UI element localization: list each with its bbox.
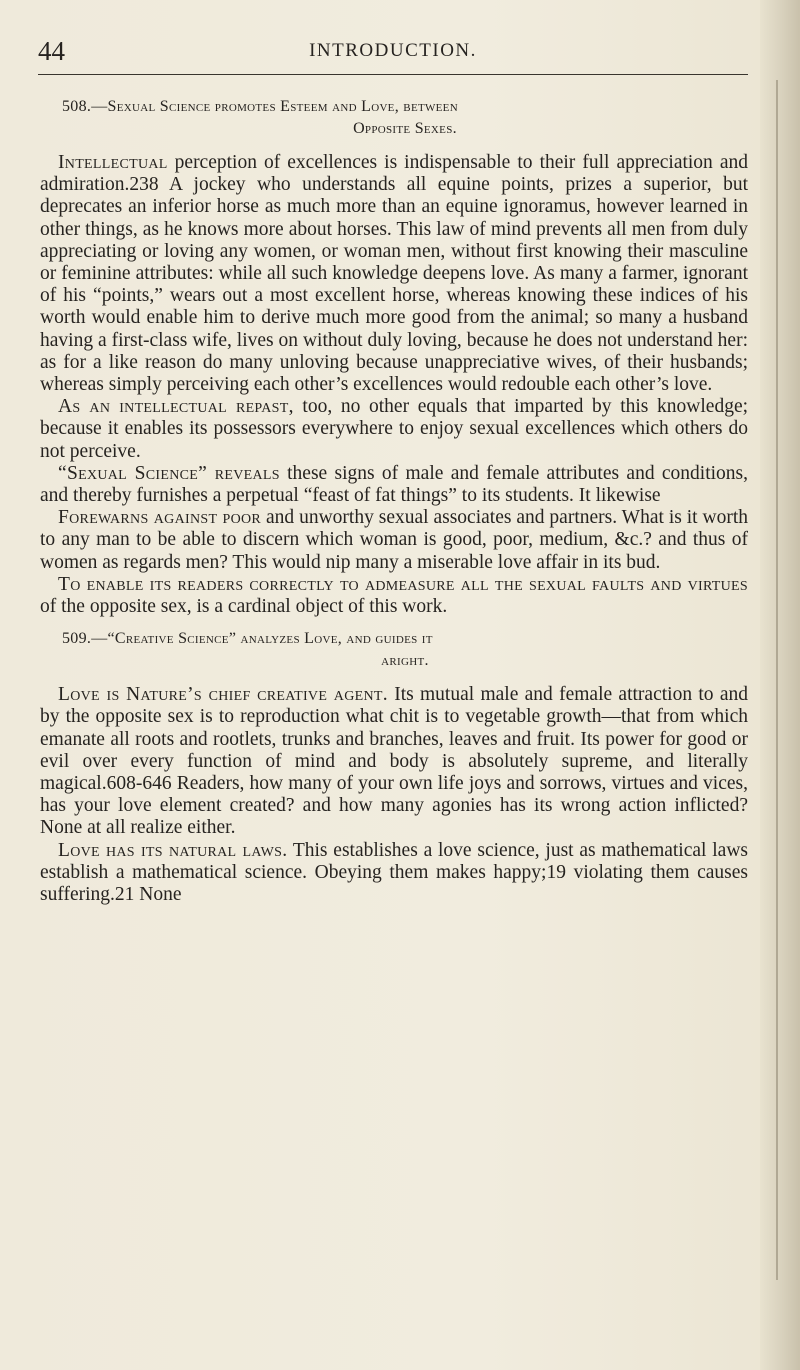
section-509-heading-line1: 509.—“Creative Science” analyzes Love, and guides it — [62, 630, 433, 648]
paragraph — [40, 840, 748, 907]
page-gutter-line — [776, 80, 778, 1280]
paragraph-lead: Love has its natural laws. — [58, 839, 288, 861]
paragraph-lead: Love is Nature’s chief creative agent. — [58, 684, 388, 706]
paragraph — [40, 396, 748, 463]
paragraph-lead: “Sexual Science” reveals — [58, 462, 280, 484]
page-number: 44 — [38, 36, 65, 66]
paragraph-lead: As an intellectual repast, — [58, 396, 294, 418]
paragraph — [40, 574, 748, 618]
section-508-heading-line1: 508.—Sexual Science promotes Esteem and Love, between — [62, 98, 458, 115]
paragraph-text: these signs of male and female attributes and conditions, and thereby furnishes a perpetual “feast of fat things” to its students. It likewise — [40, 462, 749, 507]
page-header — [38, 34, 748, 75]
section-509-heading — [62, 628, 748, 672]
section-509-heading-line2: aright. — [381, 652, 429, 670]
paragraph-text: and unworthy sexual associates and partners. What is it worth to any man to be able to discern which woman is good, poor, medium, &c.? and thus of women as regards men? This would nip many a miserable love affair in its bud. — [40, 507, 748, 573]
paragraph-lead: Intellectual — [58, 152, 168, 173]
paragraph — [40, 507, 748, 574]
paragraph-lead: Forewarns against poor — [58, 507, 262, 529]
running-head: INTRODUCTION. — [309, 40, 477, 61]
paragraph-lead: To enable its readers correctly to admeasure all the sexual faults and virtues — [58, 573, 748, 595]
page-body — [40, 96, 748, 906]
section-508-heading-line2: Opposite Sexes. — [353, 120, 457, 137]
section-508-heading — [62, 96, 748, 140]
paragraph-text: This establishes a love science, just as mathematical laws establish a mathematical science. Obeying them makes happy;19 violating them causes suffering.21 None — [40, 839, 748, 906]
paragraph — [40, 152, 748, 396]
paragraph — [40, 684, 748, 839]
paragraph-text: perception of excellences is indispensable to their full appreciation and admiration.238 A jockey who understands all equine points, prizes a superior, but deprecates an inferior horse as much more than an equine ignoramus, however learned in other things, as he knows more about horses. This law of mind prevents all men from duly appreciating or loving any women, or woman men, without first knowing their masculine or feminine attributes: while all such knowledge deepens love. As many a farmer, ignorant of his “points,” wears out a most excellent horse, whereas knowing these indices of his worth would enable him to derive much more good from the animal; so many a husband having a first-class wife, lives on without duly loving, because he does not understand her: as for a like reason do many unloving because unappreciative wives, of their husbands; whereas simply perceiving each other’s excellences would redouble each other’s love. — [40, 152, 748, 396]
paragraph-text: of the opposite sex, is a cardinal object of this work. — [40, 596, 448, 618]
adjacent-page-edge — [760, 0, 800, 1370]
paragraph — [40, 463, 748, 507]
paragraph-text: too, no other equals that imparted by this knowledge; because it enables its possessors everywhere to enjoy sexual excellences which others do not perceive. — [40, 396, 749, 462]
paragraph-text: Its mutual male and female attraction to and by the opposite sex is to reproduction what chit is to vegetable growth—that from which emanate all roots and rootlets, trunks and branches, leaves and fruit. Its power for good or evil over every function of mind and body is absolutely supreme, and literally magical.608-646 Readers, how many of your own life joys and sorrows, virtues and vices, has your love element created? and how many agonies has its wrong action inflicted? None at all realize either. — [40, 684, 748, 839]
